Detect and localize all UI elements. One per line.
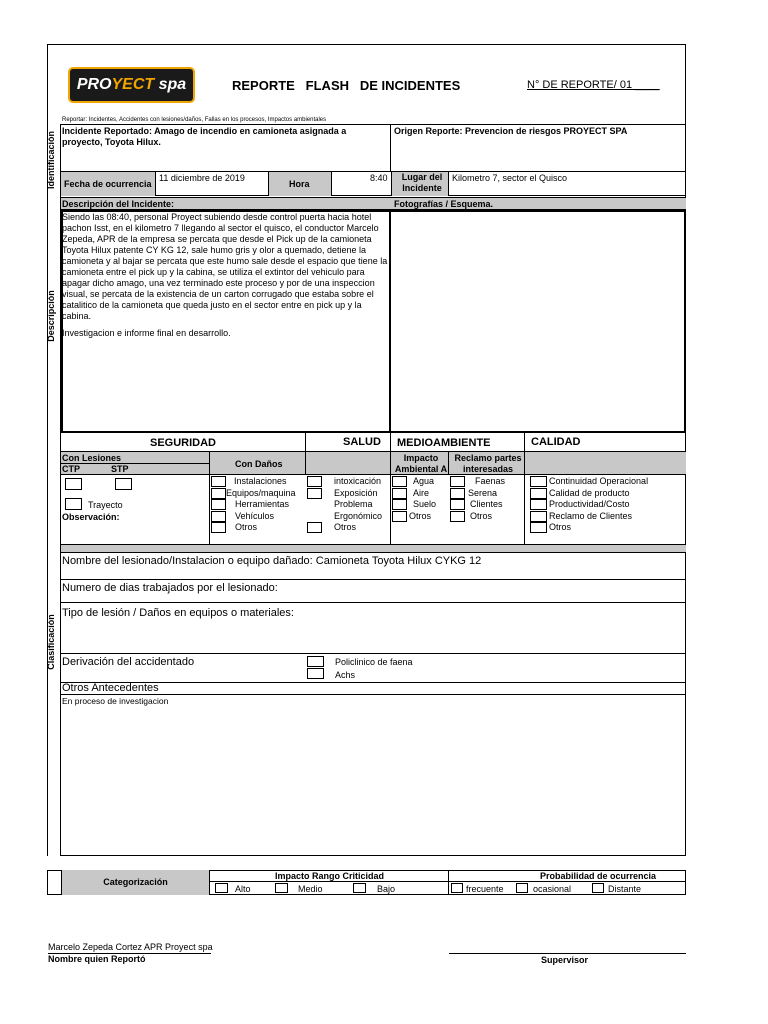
calidad-checkbox[interactable] <box>530 511 547 522</box>
calidad-item <box>530 522 685 534</box>
medio-label: Medio <box>298 884 323 894</box>
calidad-item-label: Continuidad Operacional <box>549 476 649 487</box>
ambiental-item-label: Suelo <box>413 499 437 510</box>
bajo-label: Bajo <box>377 884 396 894</box>
calidad-checkbox[interactable] <box>530 488 547 499</box>
reclamo-partes-label: Reclamo partes interesadas <box>454 453 522 474</box>
calidad-item-label: Calidad de producto <box>549 487 630 498</box>
ambiental-item <box>392 499 449 511</box>
ambiental-checkbox[interactable] <box>392 511 407 522</box>
hora-label: Hora <box>289 179 310 189</box>
supervisor-signature-line <box>449 953 686 954</box>
salud-header: SALUD <box>343 436 381 448</box>
reporter-name: Marcelo Zepeda Cortez APR Proyect spa <box>48 942 213 952</box>
con-danos-label: Con Daños <box>235 459 283 469</box>
danos-item-label: Otros <box>235 522 258 533</box>
ambiental-item-label: Aire <box>413 487 430 498</box>
ambiental-checkbox[interactable] <box>392 488 407 499</box>
label-clasificacion: Clasificación <box>46 614 56 670</box>
lugar-label: Lugar del Incidente <box>401 172 443 193</box>
calidad-item-label: Reclamo de Clientes <box>549 510 633 521</box>
ctp-label: CTP <box>62 464 80 474</box>
policlinico-checkbox[interactable] <box>307 656 324 667</box>
label-identificacion: Identificación <box>46 131 56 190</box>
derivacion-label: Derivación del accidentado <box>62 656 195 668</box>
probabilidad-title: Probabilidad de ocurrencia <box>539 871 656 881</box>
section-label-column <box>47 124 61 856</box>
danos-item <box>211 522 306 534</box>
danos-checkbox[interactable] <box>211 476 226 487</box>
danos-item <box>211 511 306 523</box>
otros-antecedentes-box <box>61 695 686 856</box>
reclamo-checkbox[interactable] <box>450 499 465 510</box>
divider <box>61 463 210 464</box>
fotos-box <box>391 210 686 433</box>
calidad-item-label: Productividad/Costo <box>549 499 630 510</box>
ocasional-label: ocasional <box>533 884 572 894</box>
stp-checkbox[interactable] <box>115 478 132 490</box>
divider <box>61 475 210 545</box>
trayecto-label: Trayecto <box>88 500 123 510</box>
danos-item-label: Vehículos <box>235 510 275 521</box>
dias-trabajados: Numero de dias trabajados por el lesionado: <box>62 582 278 594</box>
danos-item-label: Equipos/maquina <box>226 487 296 498</box>
ambiental-item-label: Agua <box>413 476 435 487</box>
label-descripcion: Descripción <box>46 290 56 342</box>
separator-band <box>61 545 686 553</box>
logo-text-b: YECT <box>111 76 155 93</box>
danos-item-label: Instalaciones <box>234 476 287 487</box>
hora-value: 8:40 <box>370 173 388 183</box>
danos-list <box>211 476 306 534</box>
calidad-header: CALIDAD <box>531 436 581 448</box>
danos-item <box>211 476 306 488</box>
page-title: REPORTE FLASH DE INCIDENTES <box>232 78 461 93</box>
danos-checkbox[interactable] <box>211 488 226 499</box>
salud-item-label: Problema <box>334 499 373 510</box>
salud-checkbox[interactable] <box>307 522 322 533</box>
danos-item <box>211 488 306 500</box>
ambiental-list <box>392 476 449 522</box>
salud-item <box>307 476 391 488</box>
medioambiente-header: MEDIOAMBIENTE <box>397 437 491 449</box>
categorizacion-label: Categorización <box>103 877 168 887</box>
ambiental-item <box>392 488 449 500</box>
calidad-checkbox[interactable] <box>530 499 547 510</box>
medio-checkbox[interactable] <box>275 883 288 893</box>
reclamo-item-label: Faenas <box>475 476 506 487</box>
danos-checkbox[interactable] <box>211 522 226 533</box>
salud-checkbox[interactable] <box>307 488 322 499</box>
logo-text-a: PRO <box>76 76 112 93</box>
row-line <box>61 196 686 198</box>
salud-checkbox[interactable] <box>307 476 322 487</box>
report-instructions: Reportar: Incidentes, Accidentes con lesiones/daños, Fallas en los procesos, Impactos ambientales <box>62 117 327 123</box>
danos-item <box>211 499 306 511</box>
alto-label: Alto <box>235 884 251 894</box>
danos-checkbox[interactable] <box>211 511 226 522</box>
reclamo-checkbox[interactable] <box>450 511 465 522</box>
ambiental-item <box>392 511 449 523</box>
frecuente-label: frecuente <box>466 884 504 894</box>
danos-item-label: Herramientas <box>235 499 290 510</box>
salud-item <box>307 522 391 534</box>
calidad-checkbox[interactable] <box>530 476 547 487</box>
origen-reporte: Origen Reporte: Prevencion de riesgos PROYECT SPA <box>394 126 628 136</box>
reclamo-item <box>450 511 525 523</box>
reclamo-checkbox[interactable] <box>450 476 465 487</box>
reclamo-item <box>450 488 525 500</box>
reclamo-checkbox[interactable] <box>450 488 465 499</box>
calidad-item-label: Otros <box>549 522 572 533</box>
reclamo-item <box>450 499 525 511</box>
calidad-list <box>530 476 685 534</box>
policlinico-label: Policlinico de faena <box>335 657 413 667</box>
frecuente-checkbox[interactable] <box>451 883 463 893</box>
supervisor-label: Supervisor <box>541 955 589 965</box>
ambiental-item-label: Otros <box>409 510 432 521</box>
otros-text: En proceso de investigacion <box>62 696 169 706</box>
divider <box>306 452 391 475</box>
report-number: N° DE REPORTE/ 01 ____ <box>527 79 660 91</box>
salud-item-label: Ergonómico <box>334 510 383 521</box>
stp-label: STP <box>111 464 129 474</box>
descripcion-text2: Investigacion e informe final en desarrollo. <box>62 328 231 338</box>
reclamo-item-label: Otros <box>470 510 493 521</box>
incidente-reportado: Incidente Reportado: Amago de incendio en camioneta asignada a proyecto, Toyota Hilux. <box>62 126 347 147</box>
otros-antecedentes-label: Otros Antecedentes <box>62 682 159 694</box>
reclamo-item-label: Serena <box>468 487 498 498</box>
salud-item <box>307 499 391 511</box>
fecha-value: 11 diciembre de 2019 <box>159 173 245 183</box>
calidad-item <box>530 488 685 500</box>
lugar-value: Kilometro 7, sector el Quisco <box>452 173 568 183</box>
achs-label: Achs <box>335 670 356 680</box>
alto-checkbox[interactable] <box>215 883 228 893</box>
salud-item-label: Otros <box>334 522 357 533</box>
descripcion-title: Descripción del Incidente: <box>62 199 175 209</box>
fotos-title: Fotografías / Esquema. <box>394 199 494 209</box>
descripcion-text: Siendo las 08:40, personal Proyect subiendo desde control puerta hacia hotel pachon Isst, en el kilometro 7 llegando al sector el quisco, el conductor Marcelo Zepeda, APR de la empresa se percata que desde el Pick up de la camioneta Toyota Hilux patente CY KG 12, sale humo gris y olor a quemado, detiene la camioneta y al bajar se percata que este humo sale desde el espacio que tiene la camioneta entre el pick up y la cabina, se utiliza el extintor del vehiculo para apagar dicho amago, una vez terminado este proceso y por de una inspeccion visual, se percata de la existencia de un carton corrugado que estaba sobre el catalitico de la camioneta que queda justo en el sector entre en pick up y la cabina. <box>62 212 388 321</box>
salud-item <box>307 511 391 523</box>
calidad-item <box>530 476 685 488</box>
impacto-ambiental-label: Impacto Ambiental A <box>394 453 448 474</box>
impacto-title: Impacto Rango Criticidad <box>274 871 384 881</box>
calidad-item <box>530 499 685 511</box>
calidad-item <box>530 511 685 523</box>
salud-item-label: Exposición <box>334 487 378 498</box>
trayecto-checkbox[interactable] <box>65 498 82 510</box>
ambiental-checkbox[interactable] <box>392 499 407 510</box>
ambiental-item <box>392 476 449 488</box>
salud-list <box>307 476 391 534</box>
reporter-label: Nombre quien Reportó <box>48 954 146 964</box>
calidad-checkbox[interactable] <box>530 522 547 533</box>
achs-checkbox[interactable] <box>307 668 324 679</box>
salud-item-label: intoxicación <box>334 476 382 487</box>
reclamo-item <box>450 476 525 488</box>
observacion-label: Observación: <box>62 512 120 522</box>
ocasional-checkbox[interactable] <box>516 883 528 893</box>
ctp-checkbox[interactable] <box>65 478 82 490</box>
seguridad-header: SEGURIDAD <box>150 437 217 449</box>
salud-item <box>307 488 391 500</box>
bajo-checkbox[interactable] <box>353 883 366 893</box>
tipo-lesion: Tipo de lesión / Daños en equipos o materiales: <box>62 607 294 619</box>
con-lesiones-label: Con Lesiones <box>62 453 122 463</box>
proyect-logo <box>68 67 195 103</box>
fecha-label: Fecha de ocurrencia <box>64 179 152 189</box>
reclamo-list <box>450 476 525 522</box>
nombre-lesionado: Nombre del lesionado/Instalacion o equipo dañado: Camioneta Toyota Hilux CYKG 12 <box>62 555 482 567</box>
danos-checkbox[interactable] <box>211 499 226 510</box>
logo-text-c: spa <box>154 76 187 93</box>
distante-checkbox[interactable] <box>592 883 604 893</box>
ambiental-checkbox[interactable] <box>392 476 407 487</box>
distante-label: Distante <box>608 884 642 894</box>
reclamo-item-label: Clientes <box>470 499 503 510</box>
